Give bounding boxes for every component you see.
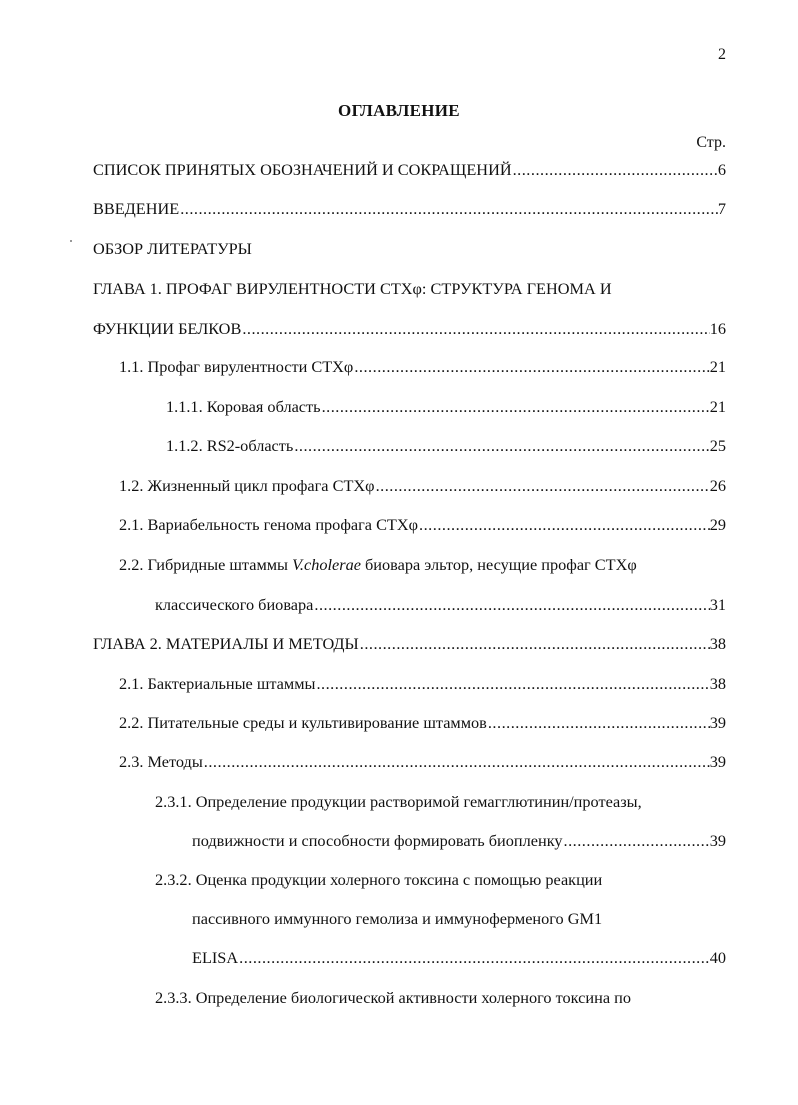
dot-leader — [487, 711, 710, 735]
toc-entry-text: 1.1.2. RS2-область — [166, 436, 294, 455]
toc-row-1-1-1 — [0, 395, 798, 419]
toc-row-chapter-1 — [0, 277, 798, 301]
dot-leader — [203, 750, 710, 774]
toc-entry-text: пассивного иммунного гемолиза и иммуноферменого GM1 — [192, 909, 603, 928]
toc-row-m2-3-2-cont — [0, 907, 798, 931]
toc-row-abbreviations — [0, 158, 798, 182]
toc-entry-page: 21 — [709, 357, 726, 376]
dot-leader — [179, 197, 718, 221]
toc-entry-text: ВВЕДЕНИЕ — [93, 199, 180, 218]
toc-entry-text: ГЛАВА 1. ПРОФАГ ВИРУЛЕНТНОСТИ СТХφ: СТРУКТУРА ГЕНОМА И — [93, 279, 612, 298]
toc-entry-text: 1.2. Жизненный цикл профага СТХφ — [119, 476, 375, 495]
toc-row-2-1 — [0, 513, 798, 537]
toc-entry-page: 31 — [709, 595, 726, 614]
toc-entry-text: 1.1.1. Коровая область — [166, 397, 321, 416]
toc-title: ОГЛАВЛЕНИЕ — [338, 101, 460, 120]
toc-entry-page: 29 — [709, 515, 726, 534]
dot-leader — [512, 158, 718, 182]
toc-row-m2-3-2-cont2 — [0, 946, 798, 970]
dot-leader — [359, 632, 710, 656]
toc-row-m2-3-1-cont — [0, 829, 798, 853]
toc-row-m2-2 — [0, 711, 798, 735]
toc-entry-page: 21 — [709, 397, 726, 416]
toc-entry-text: СПИСОК ПРИНЯТЫХ ОБОЗНАЧЕНИЙ И СОКРАЩЕНИЙ — [93, 160, 512, 179]
toc-entry-text: 2.3. Методы — [119, 752, 203, 771]
dot-leader — [315, 672, 709, 696]
toc-entry-text: ELISA — [192, 948, 239, 967]
dot-leader — [238, 946, 710, 970]
toc-entry-text: подвижности и способности формировать биопленку — [192, 831, 563, 850]
toc-entry-page: 39 — [709, 713, 726, 732]
toc-entry-text: 2.1. Бактериальные штаммы — [119, 674, 316, 693]
toc-entry-page: 25 — [709, 436, 726, 455]
toc-entry-page: 39 — [709, 752, 726, 771]
toc-row-2-2-cont — [0, 593, 798, 617]
toc-entry-text: 2.1. Вариабельность генома профага СТХφ — [119, 515, 419, 534]
toc-entry-page: 40 — [709, 948, 726, 967]
toc-row-1-2 — [0, 474, 798, 498]
toc-row-chapter-1-cont — [0, 317, 798, 341]
toc-entry-text: классического биовара — [155, 595, 314, 614]
toc-row-chapter-2 — [0, 632, 798, 656]
toc-entry-page: 38 — [709, 674, 726, 693]
dot-leader — [563, 829, 710, 853]
toc-row-literature-review — [0, 237, 798, 261]
toc-entry-text-post: биовара эльтор, несущие профаг СТХφ — [360, 555, 637, 574]
dot-leader — [353, 355, 709, 379]
toc-row-m2-3 — [0, 750, 798, 774]
toc-entry-page: 39 — [709, 831, 726, 850]
toc-entry-text: 2.3.2. Оценка продукции холерного токсина с помощью реакции — [155, 870, 603, 889]
toc-row-1-1 — [0, 355, 798, 379]
toc-entry-page: 26 — [709, 476, 726, 495]
toc-entry-text — [119, 553, 637, 577]
toc-entry-text: 1.1. Профаг вирулентности СТХφ — [119, 357, 354, 376]
dot-leader — [375, 474, 710, 498]
toc-entry-text: ОБЗОР ЛИТЕРАТУРЫ — [93, 239, 252, 258]
dot-leader — [418, 513, 710, 537]
toc-entry-page: 38 — [709, 634, 726, 653]
dot-leader — [293, 434, 709, 458]
species-name: V.cholerae — [292, 555, 361, 574]
toc-row-m2-3-2 — [0, 868, 798, 892]
toc-entry-page: 16 — [709, 319, 726, 338]
toc-entry-page: 6 — [717, 160, 726, 179]
toc-entry-text: ФУНКЦИИ БЕЛКОВ — [93, 319, 242, 338]
toc-row-m2-3-3 — [0, 986, 798, 1010]
toc-row-introduction — [0, 197, 798, 221]
toc-entry-text: ГЛАВА 2. МАТЕРИАЛЫ И МЕТОДЫ — [93, 634, 359, 653]
dot-leader — [321, 395, 710, 419]
page-column-label: Стр. — [696, 134, 726, 151]
toc-entry-page: 7 — [717, 199, 726, 218]
toc-row-1-1-2 — [0, 434, 798, 458]
toc-entry-text: 2.3.3. Определение биологической активности холерного токсина по — [155, 988, 631, 1007]
toc-row-m2-1 — [0, 672, 798, 696]
toc-row-m2-3-1 — [0, 790, 798, 814]
toc-entry-text: 2.2. Питательные среды и культивирование штаммов — [119, 713, 487, 732]
dot-leader — [313, 593, 709, 617]
page-number: 2 — [718, 46, 726, 63]
toc-entry-text: 2.3.1. Определение продукции растворимой гемагглютинин/протеазы, — [155, 792, 642, 811]
toc-entry-text-pre: 2.2. Гибридные штаммы — [119, 555, 293, 574]
toc-row-2-2 — [0, 553, 798, 577]
dot-leader — [241, 317, 709, 341]
